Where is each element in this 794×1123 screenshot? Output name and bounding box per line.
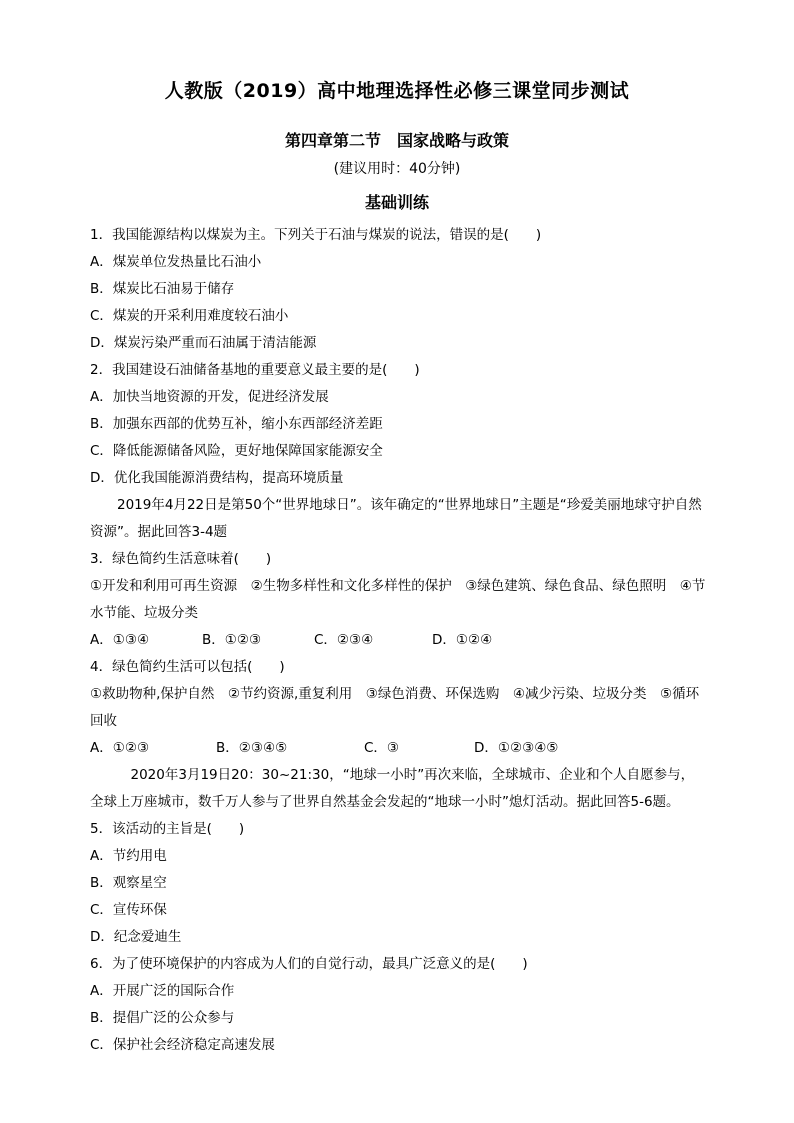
passage-earth-hour: 2020年3月19日20：30~21:30，“地球一小时”再次来临，全球城市、企业和个人自愿参与，全球上万座城市，数千万人参与了世界自然基金会发起的“地球一小时”熄灯活动。据此回答5-6题。 [90,767,695,810]
question-1-stem: 1．我国能源结构以煤炭为主。下列关于石油与煤炭的说法，错误的是( ) [90,227,542,243]
question-4-option-a: A．①②③ [90,740,150,756]
question-5-option-a: A．节约用电 [90,848,167,864]
passage-earth-day: 2019年4月22日是第50个“世界地球日”。该年确定的“世界地球日”主题是“珍爱美丽地球守护自然资源”。据此回答3-4题 [90,497,702,540]
time-hint: (建议用时：40分钟) [333,161,461,177]
question-3-options [90,627,706,654]
question-3-items: ①开发和利用可再生资源 ②生物多样性和文化多样性的保护 ③绿色建筑、绿色食品、绿色照明 ④节水节能、垃圾分类 [90,578,706,621]
section-heading: 基础训练 [364,193,429,212]
question-2-option-b: B．加强东西部的优势互补，缩小东西部经济差距 [90,416,383,432]
question-2-option-a: A．加快当地资源的开发，促进经济发展 [90,389,329,405]
page-title: 人教版（2019）高中地理选择性必修三课堂同步测试 [164,80,630,102]
question-3-option-a: A．①③④ [90,632,150,648]
question-5-stem: 5．该活动的主旨是( ) [90,821,245,837]
question-3-stem: 3．绿色简约生活意味着( ) [90,551,272,567]
question-1-option-b: B．煤炭比石油易于储存 [90,281,235,297]
question-4-option-c: C．③ [364,740,400,756]
question-3-option-b: B．①②③ [202,632,262,648]
question-4-options [90,735,706,762]
question-1-option-a: A．煤炭单位发热量比石油小 [90,254,262,270]
question-5-option-b: B．观察星空 [90,875,167,891]
question-4-stem: 4．绿色简约生活可以包括( ) [90,659,285,675]
question-6-option-b: B．提倡广泛的公众参与 [90,1010,235,1026]
question-2-stem: 2．我国建设石油储备基地的重要意义最主要的是( ) [90,362,420,378]
question-4-option-b: B．②③④⑤ [216,740,288,756]
question-6-stem: 6．为了使环境保护的内容成为人们的自觉行动，最具广泛意义的是( ) [90,956,528,972]
question-1-option-d: D．煤炭污染严重而石油属于清洁能源 [90,335,317,351]
question-4-items: ①救助物种,保护自然 ②节约资源,重复利用 ③绿色消费、环保选购 ④减少污染、垃圾分类 ⑤循环回收 [90,686,700,729]
chapter-subtitle: 第四章第二节 国家战略与政策 [284,131,509,150]
question-list [90,222,706,1059]
question-6-option-a: A．开展广泛的国际合作 [90,983,235,999]
question-4-option-d: D．①②③④⑤ [474,740,559,756]
question-2-option-c: C．降低能源储备风险，更好地保障国家能源安全 [90,443,383,459]
question-1-option-c: C．煤炭的开采利用难度较石油小 [90,308,289,324]
question-5-option-c: C．宣传环保 [90,902,167,918]
question-3-option-c: C．②③④ [314,632,374,648]
question-2-option-d: D．优化我国能源消费结构，提高环境质量 [90,470,344,486]
question-3-option-d: D．①②④ [432,632,493,648]
question-6-option-c: C．保护社会经济稳定高速发展 [90,1037,275,1053]
question-5-option-d: D．纪念爱迪生 [90,929,182,945]
